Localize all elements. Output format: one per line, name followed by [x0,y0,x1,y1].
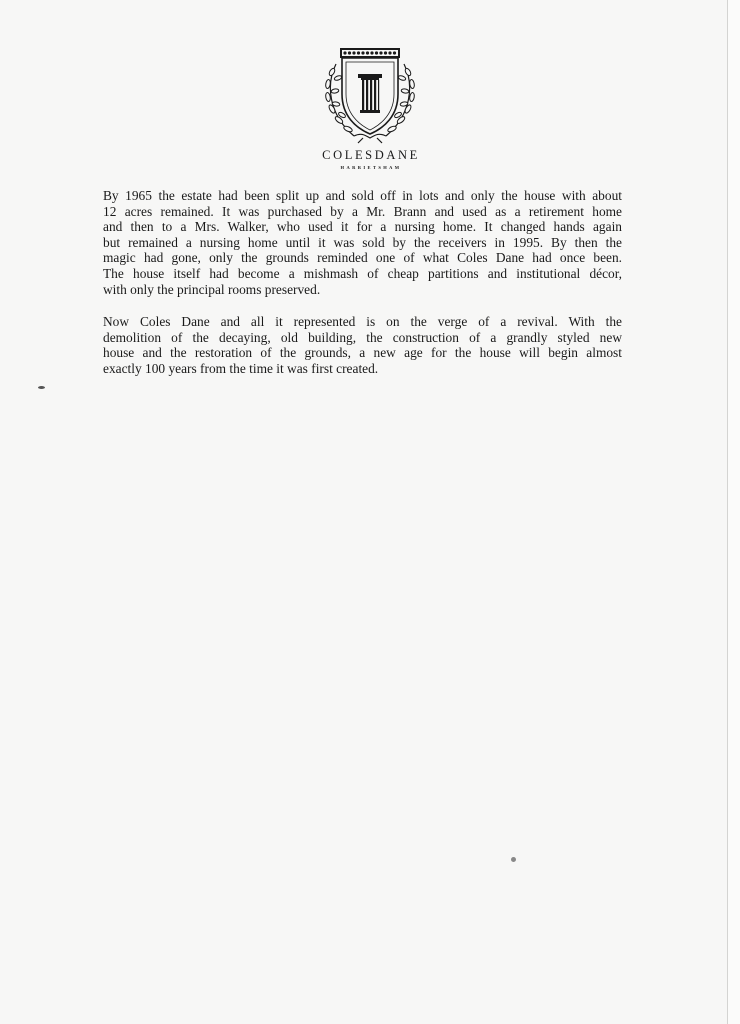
text-line: Now Coles Dane and all it represented is on the verge of a revival. With the [103,314,622,330]
text-line: with only the principal rooms preserved. [103,281,321,297]
crest-logo-icon [308,44,432,144]
text-line: exactly 100 years from the time it was first created. [103,360,379,376]
paper-speck [38,386,45,389]
text-line: house and the restoration of the grounds, a new age for the house will begin almost [103,345,622,361]
body-text [103,188,622,394]
text-line: but remained a nursing home until it was sold by the receivers in 1995. By then the [103,234,622,250]
paragraph-history [103,188,622,297]
paper-speck [511,857,516,862]
text-line: 12 acres remained. It was purchased by a Mr. Brann and used as a retirement home [103,203,622,219]
letterhead [0,44,740,170]
letterhead-place: HARRIETSHAM [340,165,402,170]
text-line: The house itself had become a mishmash of cheap partitions and institutional décor, [103,265,622,281]
text-line: By 1965 the estate had been split up and sold off in lots and only the house with about [103,188,622,203]
paragraph-revival [103,314,622,376]
text-line: magic had gone, only the grounds reminded one of what Coles Dane had once been. [103,250,622,266]
text-line: demolition of the decaying, old building, the construction of a grandly styled new [103,329,622,345]
text-line: and then to a Mrs. Walker, who used it for a nursing home. It changed hands again [103,219,622,235]
letterhead-name: COLESDANE [322,148,420,162]
